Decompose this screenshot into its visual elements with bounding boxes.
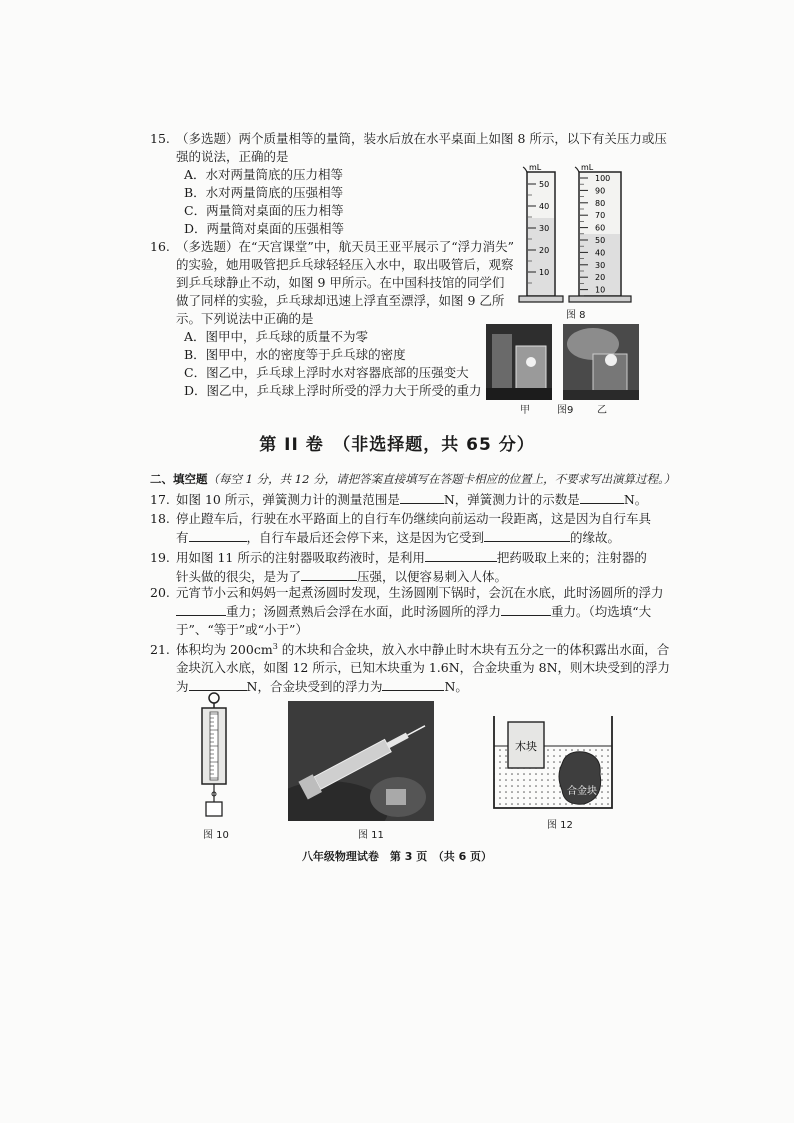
figure-9-right-label: 乙 bbox=[597, 405, 607, 416]
unit-label: mL bbox=[529, 163, 542, 172]
question-number: 21. bbox=[150, 642, 170, 658]
question-text: ，自行车最后还会停下来，这是因为它受到 bbox=[246, 530, 485, 545]
question-number: 19. bbox=[150, 550, 170, 565]
question-text: 把药吸取上来的；注射器的 bbox=[496, 550, 647, 565]
question-number: 18. bbox=[150, 511, 170, 526]
tick-label: 10 bbox=[595, 285, 606, 295]
tick-label: 20 bbox=[539, 246, 550, 255]
option-c: C．图乙中，乒乓球上浮时水对容器底部的压强变大 bbox=[184, 365, 469, 380]
question-text: 重力。（均选填“大 bbox=[551, 604, 652, 619]
figure-11-caption: 图 11 bbox=[358, 830, 384, 841]
answer-blank[interactable] bbox=[400, 490, 444, 504]
question-text: N，弹簧测力计的示数是 bbox=[443, 492, 580, 507]
question-text: 针头做的很尖，是为了 bbox=[176, 569, 302, 584]
part-2-instructions: （每空 1 分，共 12 分，请把答案直接填写在答题卡相应的位置上，不要求写出演算过程。） bbox=[207, 472, 676, 486]
superscript: 3 bbox=[272, 642, 278, 651]
question-text: 重力；汤圆煮熟后会浮在水面，此时汤圆所的浮力 bbox=[226, 604, 502, 619]
question-text: 停止蹬车后，行驶在水平路面上的自行车仍继续向前运动一段距离，这是因为自行车具 bbox=[176, 511, 652, 526]
page-footer: 八年级物理试卷 第 3 页 （共 6 页） bbox=[301, 850, 493, 863]
question-21 bbox=[150, 638, 670, 696]
question-text: 强的说法，正确的是 bbox=[176, 149, 289, 164]
figure-9-caption: 图9 bbox=[557, 405, 574, 416]
answer-blank[interactable] bbox=[580, 490, 624, 504]
tick-label: 10 bbox=[539, 268, 550, 277]
question-number: 20. bbox=[150, 585, 170, 600]
tick-label: 70 bbox=[595, 211, 606, 221]
question-text: 金块沉入水底，如图 12 所示，已知木块重为 1.6N，合金块重为 8N，则木块受到的浮力 bbox=[176, 660, 671, 676]
answer-blank[interactable] bbox=[382, 677, 444, 691]
tick-label: 100 bbox=[595, 174, 611, 183]
figure-8-cylinders bbox=[515, 150, 645, 320]
tick-label: 20 bbox=[595, 273, 606, 283]
question-text: 示。下列说法中正确的是 bbox=[176, 311, 314, 326]
question-text: N。 bbox=[623, 492, 648, 507]
answer-blank[interactable] bbox=[176, 602, 226, 616]
photo-space-station bbox=[486, 324, 552, 400]
question-text: 用如图 11 所示的注射器吸取药液时，是利用 bbox=[176, 550, 425, 565]
question-19 bbox=[150, 548, 647, 586]
answer-blank[interactable] bbox=[425, 548, 497, 562]
question-number: 15. bbox=[150, 131, 170, 146]
figure-8-caption: 图 8 bbox=[566, 310, 586, 321]
question-number: 16. bbox=[150, 239, 170, 254]
wood-block-label: 木块 bbox=[515, 740, 537, 753]
tick-label: 60 bbox=[595, 223, 606, 233]
answer-blank[interactable] bbox=[301, 567, 357, 581]
figure-10-caption: 图 10 bbox=[203, 830, 229, 841]
option-b: B．图甲中，水的密度等于乒乓球的密度 bbox=[184, 347, 406, 362]
alloy-block-label: 合金块 bbox=[567, 786, 597, 797]
question-text: 为 bbox=[176, 679, 189, 695]
question-text: 元宵节小云和妈妈一起煮汤圆时发现，生汤圆刚下锅时，会沉在水底，此时汤圆所的浮力 bbox=[176, 585, 664, 600]
question-text: （多选题）在“天宫课堂”中，航天员王亚平展示了“浮力消失” bbox=[176, 239, 515, 254]
cylinder-right bbox=[569, 163, 631, 302]
question-text: 的缘故。 bbox=[570, 530, 621, 545]
tick-label: 50 bbox=[595, 236, 606, 245]
photo-science-museum bbox=[563, 324, 639, 400]
question-text: 的实验，她用吸管把乒乓球轻轻压入水中，取出吸管后，观察 bbox=[176, 257, 514, 272]
tick-label: 30 bbox=[539, 224, 550, 233]
question-text: 如图 10 所示，弹簧测力计的测量范围是 bbox=[176, 492, 400, 507]
figure-9-left-label: 甲 bbox=[520, 405, 530, 416]
question-17 bbox=[150, 490, 647, 509]
figure-10-spring-scale bbox=[196, 690, 232, 820]
question-18 bbox=[150, 510, 651, 547]
question-text: 做了同样的实验，乒乓球却迅速上浮直至漂浮，如图 9 乙所 bbox=[176, 293, 505, 308]
option-a: A．图甲中，乒乓球的质量不为零 bbox=[184, 329, 369, 344]
question-text: N。 bbox=[444, 679, 468, 695]
question-text: 到乒乓球静止不动，如图 9 甲所示。在中国科技馆的同学们 bbox=[176, 275, 505, 290]
question-number: 17. bbox=[150, 492, 170, 507]
question-16 bbox=[150, 238, 514, 400]
option-b: B．水对两量筒底的压强相等 bbox=[184, 185, 344, 200]
tick-label: 50 bbox=[539, 180, 550, 189]
option-c: C．两量筒对桌面的压力相等 bbox=[184, 203, 344, 218]
option-a: A．水对两量筒底的压力相等 bbox=[184, 167, 344, 182]
question-text: 的木块和合金块，放入水中静止时木块有五分之一的体积露出水面，合 bbox=[277, 642, 670, 658]
question-text: 于”、“等于”或“小于”） bbox=[176, 622, 308, 637]
answer-blank[interactable] bbox=[189, 528, 247, 542]
question-text: 压强，以便容易刺入人体。 bbox=[357, 569, 508, 584]
question-text: （多选题）两个质量相等的量筒，装水后放在水平桌面上如图 8 所示，以下有关压力或压 bbox=[176, 131, 667, 146]
tick-label: 30 bbox=[595, 260, 606, 270]
question-text: 体积均为 200cm bbox=[176, 642, 273, 658]
figure-12-buoyancy bbox=[492, 712, 614, 812]
part-2-heading bbox=[150, 470, 675, 488]
figure-11-photo bbox=[288, 701, 434, 821]
question-text: N，合金块受到的浮力为 bbox=[246, 679, 383, 695]
figure-9-photo-right bbox=[563, 324, 639, 400]
tick-label: 90 bbox=[595, 186, 606, 196]
cylinder-left bbox=[519, 163, 563, 302]
answer-blank[interactable] bbox=[484, 528, 570, 542]
section-title: 第 II 卷 （非选择题，共 65 分） bbox=[259, 435, 535, 455]
figure-9-photo-left bbox=[486, 324, 552, 400]
unit-label: mL bbox=[581, 163, 594, 172]
tick-label: 40 bbox=[539, 202, 550, 211]
question-20 bbox=[150, 584, 664, 639]
question-text: 有 bbox=[176, 530, 189, 545]
answer-blank[interactable] bbox=[501, 602, 551, 616]
figure-12-caption: 图 12 bbox=[547, 820, 573, 831]
tick-label: 80 bbox=[595, 198, 606, 208]
tick-label: 40 bbox=[595, 248, 606, 258]
option-d: D．图乙中，乒乓球上浮时所受的浮力大于所受的重力 bbox=[184, 383, 482, 398]
syringe-photo bbox=[288, 701, 434, 821]
option-d: D．两量筒对桌面的压强相等 bbox=[184, 221, 345, 236]
part-2-label: 二、填空题 bbox=[150, 472, 208, 486]
